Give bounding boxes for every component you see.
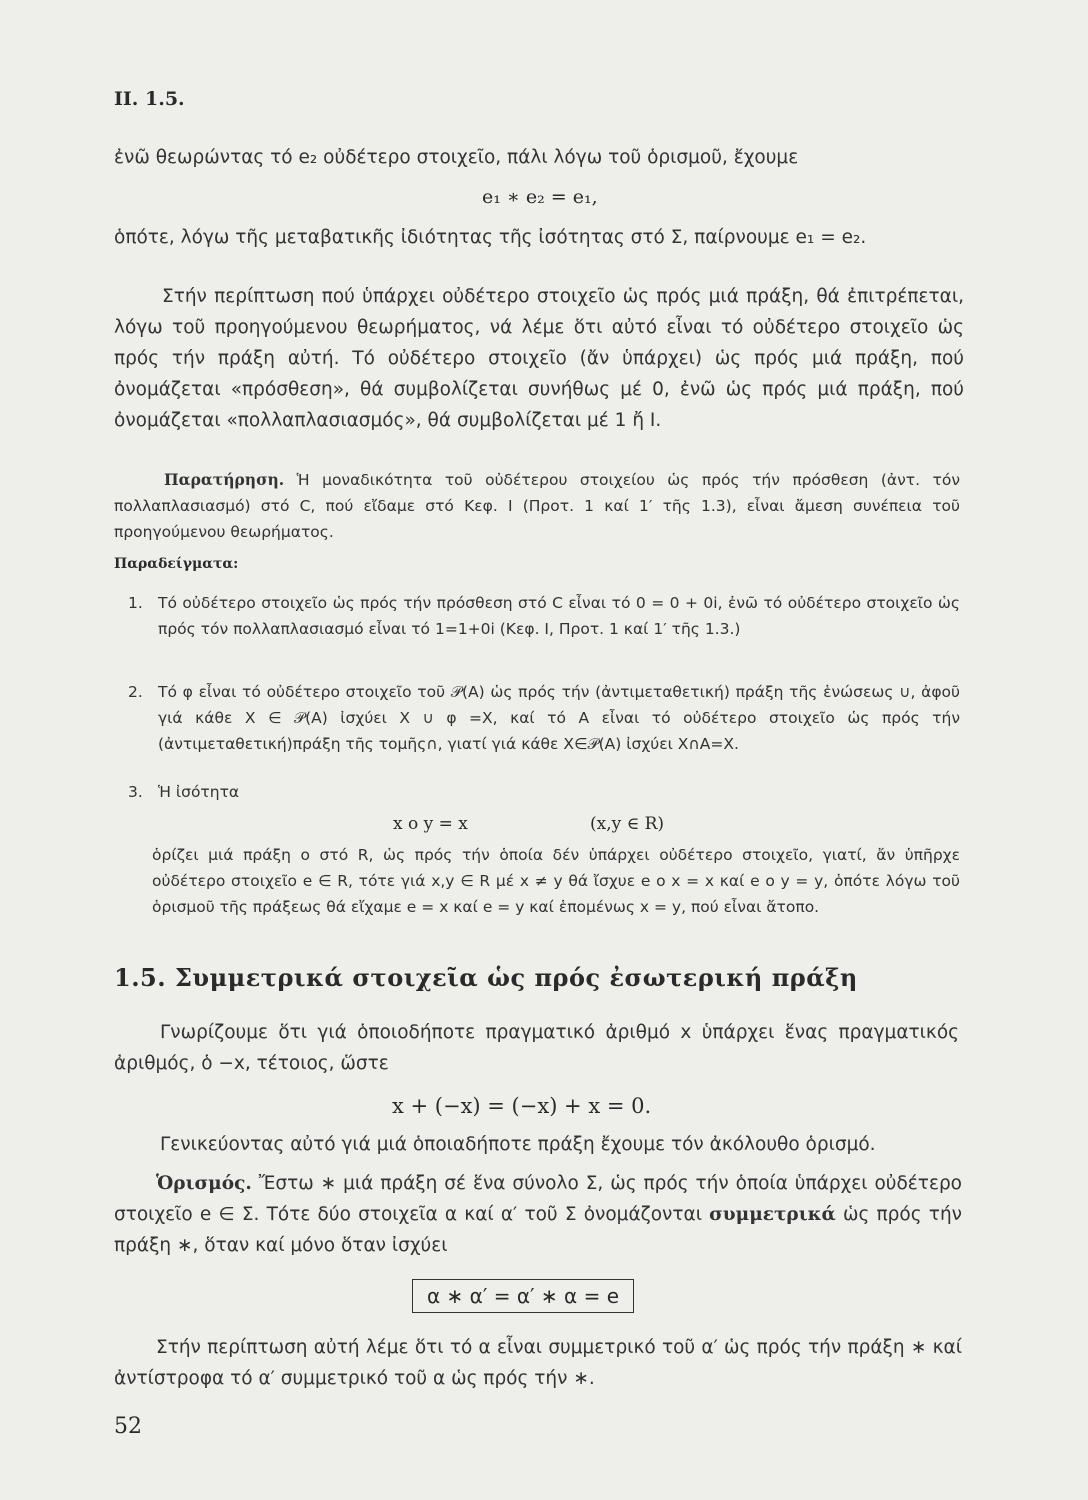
paragraph-6: Γενικεύοντας αὐτό γιά μιά ὁποιαδήποτε πράξη ἔχουμε τόν ἀκόλουθο ὁρισμό. xyxy=(160,1134,876,1155)
remark-title: Παρατήρηση. xyxy=(164,470,285,489)
definition-term: συμμετρικά xyxy=(709,1204,836,1225)
definition xyxy=(114,1168,962,1261)
equation-1: e₁ ∗ e₂ = e₁, xyxy=(482,186,598,208)
equation-3: x + (−x) = (−x) + x = 0. xyxy=(392,1094,652,1118)
definition-text-2: ὡς πρός τήν πράξη ∗, ὅταν καί μόνο ὅταν ἰσχύει xyxy=(114,1204,963,1256)
section-label: II. 1.5. xyxy=(114,88,185,110)
definition-text-1: Ἔστω ∗ μιά πράξη σέ ἕνα σύνολο Σ, ὡς πρός τήν ὁποία ὑπάρχει οὐδέτερο στοιχεῖο e ∈ Σ. Τότε δύο στοιχεῖα α καί α′ τοῦ Σ ὀνομάζονται xyxy=(114,1173,962,1225)
paragraph-2: ὁπότε, λόγω τῆς μεταβατικῆς ἰδιότητας τῆς ἰσότητας στό Σ, παίρνουμε e₁ = e₂. xyxy=(114,227,867,248)
page-number: 52 xyxy=(114,1414,142,1439)
remark-text: Ἡ μοναδικότητα τοῦ οὐδέτερου στοιχείου ὡς πρός τήν πρόσθεση (ἀντ. τόν πολλαπλασιασμό) στό C, πού εἴδαμε στό Κεφ. I (Προτ. 1 καί 1′ τῆς 1.3), εἶναι ἄμεση συνέπεια τοῦ προηγούμενου θεωρήματος. xyxy=(114,471,960,541)
paragraph-7: Στήν περίπτωση αὐτή λέμε ὅτι τό α εἶναι συμμετρικό τοῦ α′ ὡς πρός τήν πράξη ∗ καί ἀντίστροφα τό α′ συμμετρικό τοῦ α ὡς πρός τήν ∗. xyxy=(114,1337,962,1389)
paragraph-1: ἐνῶ θεωρώντας τό e₂ οὐδέτερο στοιχεῖο, πάλι λόγω τοῦ ὁρισμοῦ, ἔχουμε xyxy=(114,147,799,168)
example-text: Ἡ ἰσότητα xyxy=(158,783,240,801)
examples-heading: Παραδείγματα: xyxy=(114,556,239,572)
paragraph-5: Γνωρίζουμε ὅτι γιά ὁποιοδήποτε πραγματικό ἀριθμό x ὑπάρχει ἕνας πραγματικός ἀριθμός, ὁ −x, τέτοιος, ὥστε xyxy=(114,1022,959,1074)
example-text: Τό οὐδέτερο στοιχεῖο ὡς πρός τήν πρόσθεση στό C εἶναι τό 0 = 0 + 0i, ἐνῶ τό οὐδέτερο στοιχεῖο ὡς πρός τόν πολλαπλασιασμό εἶναι τό 1=1+0i (Κεφ. I, Προτ. 1 καί 1′ τῆς 1.3.) xyxy=(158,594,960,638)
example-number: 1. xyxy=(128,594,143,612)
remark xyxy=(114,467,960,545)
paragraph-4: ὁρίζει μιά πράξη o στό R, ὡς πρός τήν ὁποία δέν ὑπάρχει οὐδέτερο στοιχεῖο, γιατί, ἄν ὑπῆρχε οὐδέτερο στοιχεῖο e ∈ R, τότε γιά x,y ∈ R μέ x ≠ y θά ἴσχυε e o x = x καί e o y = y, ὁπότε λόγω τοῦ ὁρισμοῦ τῆς πράξεως θά εἴχαμε e = x καί e = y καί ἑπομένως x = y, πού εἶναι ἄτοπο. xyxy=(152,846,960,916)
example-item xyxy=(128,679,960,757)
section-title: 1.5. Συμμετρικά στοιχεῖα ὡς πρός ἐσωτερική πράξη xyxy=(114,963,858,992)
equation-2: x o y = x xyxy=(393,814,468,834)
paragraph-3: Στήν περίπτωση πού ὑπάρχει οὐδέτερο στοιχεῖο ὡς πρός μιά πράξη, θά ἐπιτρέπεται, λόγω τοῦ προηγούμενου θεωρήματος, νά λέμε ὅτι αὐτό εἶναι τό οὐδέτερο στοιχεῖο ὡς πρός τήν πράξη αὐτή. Τό οὐδέτερο στοιχεῖο (ἄν ὑπάρχει) ὡς πρός μιά πράξη, πού ὀνομάζεται «πρόσθεση», θά συμβολίζεται συνήθως μέ 0, ἐνῶ ὡς πρός μιά πράξη, πού ὀνομάζεται «πολλαπλασιασμός», θά συμβολίζεται μέ 1 ἤ I. xyxy=(114,286,964,431)
boxed-equation: α ∗ α′ = α′ ∗ α = e xyxy=(412,1279,634,1313)
example-item xyxy=(128,779,960,805)
example-item xyxy=(128,590,960,642)
definition-title: Ὁρισμός. xyxy=(156,1173,252,1194)
example-text: Τό φ εἶναι τό οὐδέτερο στοιχεῖο τοῦ 𝒫(A) ὡς πρός τήν (ἀντιμεταθετική) πράξη τῆς ἑνώσεως ∪, ἀφοῦ γιά κάθε X ∈ 𝒫(A) ἰσχύει X ∪ φ =X, καί τό A εἶναι τό οὐδέτερο στοιχεῖο ὡς πρός τήν (ἀντιμεταθετική)πράξη τῆς τομῆς∩, γιατί γιά κάθε X∈𝒫(A) ἰσχύει X∩A=X. xyxy=(158,683,960,753)
example-number: 3. xyxy=(128,783,143,801)
equation-2-domain: (x,y ∈ R) xyxy=(590,814,665,834)
example-number: 2. xyxy=(128,683,143,701)
